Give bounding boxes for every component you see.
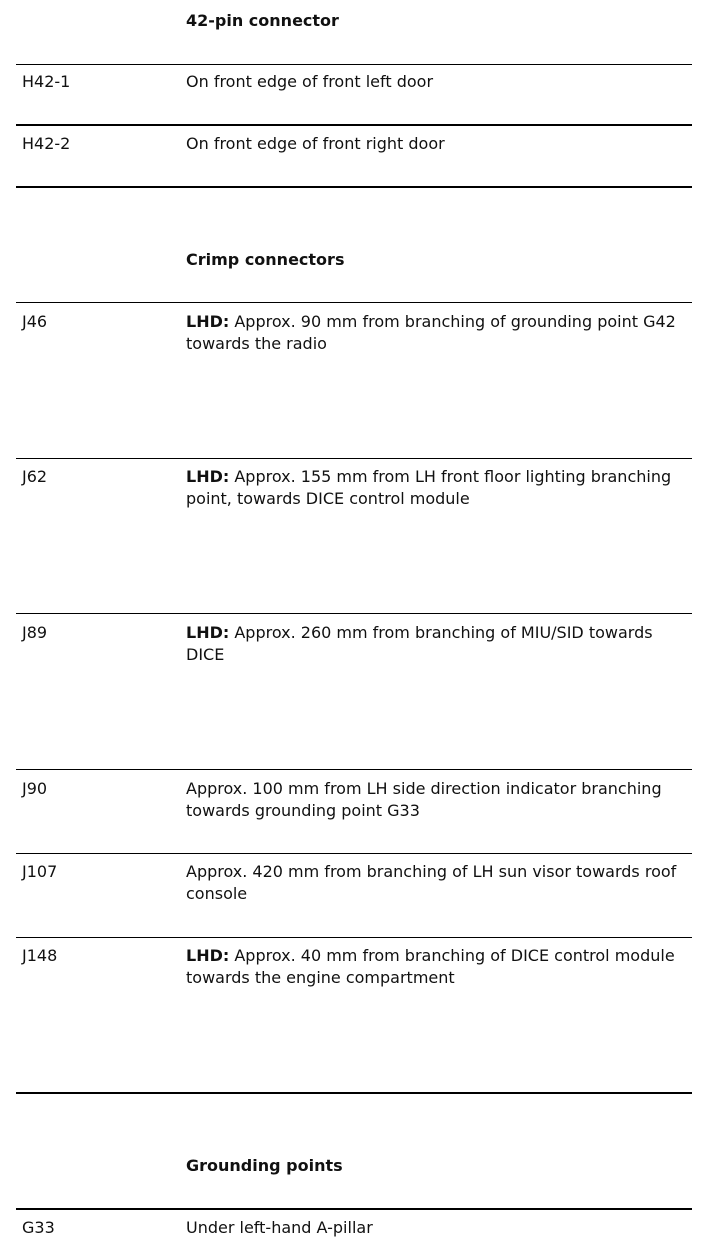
row-description-text: Approx. 155 mm from LH front floor lighting branching point, towards DICE control module (186, 467, 672, 508)
section-heading-42-pin-connector: 42-pin connector (186, 11, 339, 30)
row-description-text: Approx. 90 mm from branching of grounding point G42 towards the radio (186, 312, 676, 353)
row-code: J107 (22, 862, 58, 881)
row-description: Approx. 420 mm from branching of LH sun visor towards roof console (186, 862, 677, 903)
section-divider (16, 1092, 692, 1094)
row-divider (16, 302, 692, 303)
row-code: J89 (22, 623, 48, 642)
section-heading-crimp-connectors: Crimp connectors (186, 250, 345, 269)
section-heading-grounding-points: Grounding points (186, 1156, 343, 1175)
row-code: H42-2 (22, 134, 71, 153)
row-description (186, 622, 686, 666)
row-code: J148 (22, 946, 58, 965)
row-description (186, 311, 686, 355)
row-description: Approx. 100 mm from LH side direction indicator branching towards grounding point G33 (186, 779, 662, 820)
section-divider (16, 186, 692, 188)
lhd-label: LHD: (186, 623, 230, 642)
row-description: Under left-hand A-pillar (186, 1218, 373, 1237)
row-code: J62 (22, 467, 48, 486)
lhd-label: LHD: (186, 946, 230, 965)
row-divider (16, 1208, 692, 1210)
row-description-text: Approx. 260 mm from branching of MIU/SID towards DICE (186, 623, 653, 664)
row-divider (16, 458, 692, 459)
row-description: On front edge of front left door (186, 72, 434, 91)
row-divider (16, 613, 692, 614)
row-divider (16, 937, 692, 938)
lhd-label: LHD: (186, 467, 230, 486)
lhd-label: LHD: (186, 312, 230, 331)
row-code: J46 (22, 312, 48, 331)
row-description (186, 945, 686, 989)
row-divider (16, 124, 692, 126)
row-divider (16, 64, 692, 65)
row-code: J90 (22, 779, 48, 798)
row-description-text: Approx. 40 mm from branching of DICE control module towards the engine compartment (186, 946, 675, 987)
row-code: G33 (22, 1218, 55, 1237)
row-description: On front edge of front right door (186, 134, 445, 153)
row-code: H42-1 (22, 72, 71, 91)
row-description (186, 466, 686, 510)
row-divider (16, 853, 692, 854)
row-divider (16, 769, 692, 770)
